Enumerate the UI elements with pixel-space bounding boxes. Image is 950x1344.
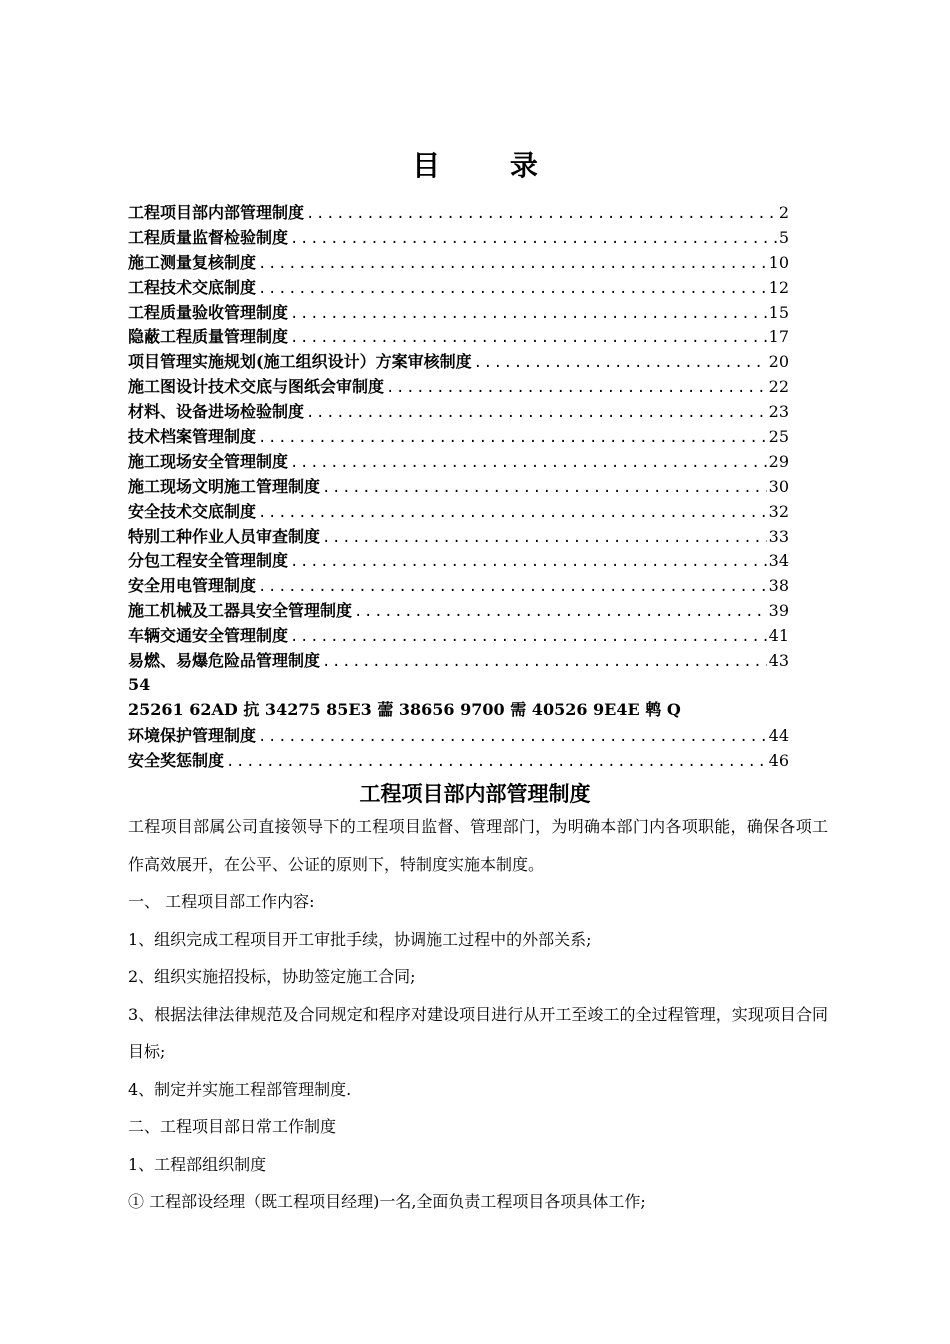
toc-entry-label: 工程技术交底制度 xyxy=(128,277,257,297)
toc-entry-label: 施工测量复核制度 xyxy=(128,252,257,272)
toc-entry-page: 39 xyxy=(768,601,789,621)
toc-entry-page: 29 xyxy=(768,451,789,471)
section-title: 工程项目部内部管理制度 xyxy=(359,781,591,806)
toc-leader-dots xyxy=(258,281,767,297)
toc-entry[interactable] xyxy=(128,374,789,399)
toc-leader-dots xyxy=(258,729,767,745)
body-paragraph: 2、组织实施招投标，协助签定施工合同; xyxy=(128,967,416,986)
toc-entry-page: 15 xyxy=(768,302,789,322)
toc-entry-label: 安全用电管理制度 xyxy=(128,576,257,596)
body-paragraph: 1、组织完成工程项目开工审批手续，协调施工过程中的外部关系; xyxy=(128,929,592,949)
toc-leader-dots xyxy=(290,231,777,247)
toc-entry-label: 施工现场文明施工管理制度 xyxy=(128,476,321,496)
toc-entry[interactable] xyxy=(128,598,789,623)
toc-leader-dots xyxy=(290,330,767,346)
toc-leader-dots xyxy=(258,579,767,595)
toc-entry-page: 12 xyxy=(768,277,789,297)
toc-entry-label: 项目管理实施规划(施工组织设计）方案审核制度 xyxy=(128,352,472,372)
toc-entry-label: 施工机械及工器具安全管理制度 xyxy=(128,601,353,621)
toc-leader-dots xyxy=(258,430,767,446)
body-paragraph: 3、根据法律法律规范及合同规定和程序对建设项目进行从开工至竣工的全过程管理，实现项目合同目标; xyxy=(128,1004,828,1061)
toc-entry[interactable] xyxy=(128,623,789,648)
toc-leader-dots xyxy=(290,306,767,322)
toc-entry[interactable] xyxy=(128,573,789,598)
toc-entry-label: 分包工程安全管理制度 xyxy=(128,551,289,571)
toc-leader-dots xyxy=(290,554,767,570)
toc-leader-dots xyxy=(322,530,767,546)
toc-entry[interactable] xyxy=(128,324,789,349)
toc-entry[interactable] xyxy=(128,723,789,748)
toc-entry-page: 5 xyxy=(778,227,789,247)
toc-entry[interactable] xyxy=(128,548,789,573)
toc-entry[interactable] xyxy=(128,225,789,250)
toc-entry[interactable] xyxy=(128,648,789,673)
toc-entry-label: 施工现场安全管理制度 xyxy=(128,451,289,471)
toc-entry-label: 技术档案管理制度 xyxy=(128,427,257,447)
toc-leader-dots xyxy=(290,629,767,645)
toc-entry-label: 工程质量验收管理制度 xyxy=(128,302,289,322)
toc-entry-page: 32 xyxy=(768,501,789,521)
garbled-text-line: 25261 62AD 抗 34275 85E3 蘦 38656 9700 需 40526 9E4E 鹎 Q xyxy=(128,699,681,719)
toc-leader-dots xyxy=(306,206,777,222)
toc-entry-label: 安全技术交底制度 xyxy=(128,501,257,521)
toc-entry-page: 43 xyxy=(768,651,789,671)
body-paragraph: 4、制定并实施工程部管理制度. xyxy=(128,1079,352,1099)
toc-entry-page: 22 xyxy=(768,377,789,397)
body-paragraph: 1、工程部组织制度 xyxy=(128,1154,267,1174)
toc-leader-dots xyxy=(322,480,767,496)
toc-entry-label: 材料、设备进场检验制度 xyxy=(128,402,305,422)
toc-entry-page: 34 xyxy=(768,551,789,571)
toc-entry-page: 25 xyxy=(768,427,789,447)
toc-leader-dots xyxy=(322,654,767,670)
toc-entry[interactable] xyxy=(128,499,789,524)
toc-entry[interactable] xyxy=(128,349,789,374)
toc-leader-dots xyxy=(258,505,767,521)
toc-entry-page: 30 xyxy=(768,476,789,496)
toc-entry-label: 特别工种作业人员审查制度 xyxy=(128,526,321,546)
toc-entry-page: 20 xyxy=(768,352,789,372)
toc-entry-page: 38 xyxy=(768,576,789,596)
toc-entry-label: 易燃、易爆危险品管理制度 xyxy=(128,651,321,671)
body-paragraph: ① 工程部设经理（既工程项目经理)一名,全面负责工程项目各项具体工作; xyxy=(128,1192,646,1211)
toc-leader-dots xyxy=(290,455,767,471)
body-paragraph: 一、 工程项目部工作内容: xyxy=(128,892,315,911)
toc-leader-dots xyxy=(306,405,767,421)
toc-entry[interactable] xyxy=(128,399,789,424)
body-paragraph: 工程项目部属公司直接领导下的工程项目监督、管理部门，为明确本部门内各项职能，确保各项工作高效展开，在公平、公证的原则下，特制度实施本制度。 xyxy=(128,817,828,874)
toc-entry[interactable] xyxy=(128,449,789,474)
table-of-contents xyxy=(128,200,789,772)
toc-entry[interactable] xyxy=(128,748,789,773)
garbled-text-line: 54 xyxy=(128,674,151,694)
toc-entry-page: 41 xyxy=(768,626,789,646)
toc-entry-page: 46 xyxy=(768,750,789,770)
toc-entry-label: 环境保护管理制度 xyxy=(128,725,257,745)
toc-entry-label: 工程项目部内部管理制度 xyxy=(128,203,305,222)
toc-leader-dots xyxy=(226,754,767,770)
toc-entry[interactable] xyxy=(128,250,789,275)
toc-entry[interactable] xyxy=(128,424,789,449)
toc-leader-dots xyxy=(386,380,767,396)
toc-entry-page: 2 xyxy=(778,203,789,222)
toc-entry[interactable] xyxy=(128,524,789,549)
toc-entry-page: 33 xyxy=(768,526,789,546)
section-body xyxy=(128,808,828,1221)
toc-entry-page: 10 xyxy=(768,252,789,272)
toc-leader-dots xyxy=(354,604,767,620)
toc-leader-dots xyxy=(474,355,767,371)
toc-entry[interactable] xyxy=(128,200,789,225)
toc-entry[interactable] xyxy=(128,275,789,300)
toc-entry-label: 车辆交通安全管理制度 xyxy=(128,626,289,646)
toc-entry-label: 施工图设计技术交底与图纸会审制度 xyxy=(128,377,385,397)
toc-entry-label: 隐蔽工程质量管理制度 xyxy=(128,327,289,347)
toc-title: 目 录 xyxy=(412,149,568,182)
toc-entry-label: 安全奖惩制度 xyxy=(128,750,225,770)
toc-entry-label: 工程质量监督检验制度 xyxy=(128,227,289,247)
toc-leader-dots xyxy=(258,256,767,272)
toc-entry[interactable] xyxy=(128,474,789,499)
toc-entry-page: 17 xyxy=(768,327,789,347)
toc-entry-page: 23 xyxy=(768,402,789,422)
toc-entry-page: 44 xyxy=(768,725,789,745)
toc-entry[interactable] xyxy=(128,300,789,325)
body-paragraph: 二、工程项目部日常工作制度 xyxy=(128,1117,337,1136)
